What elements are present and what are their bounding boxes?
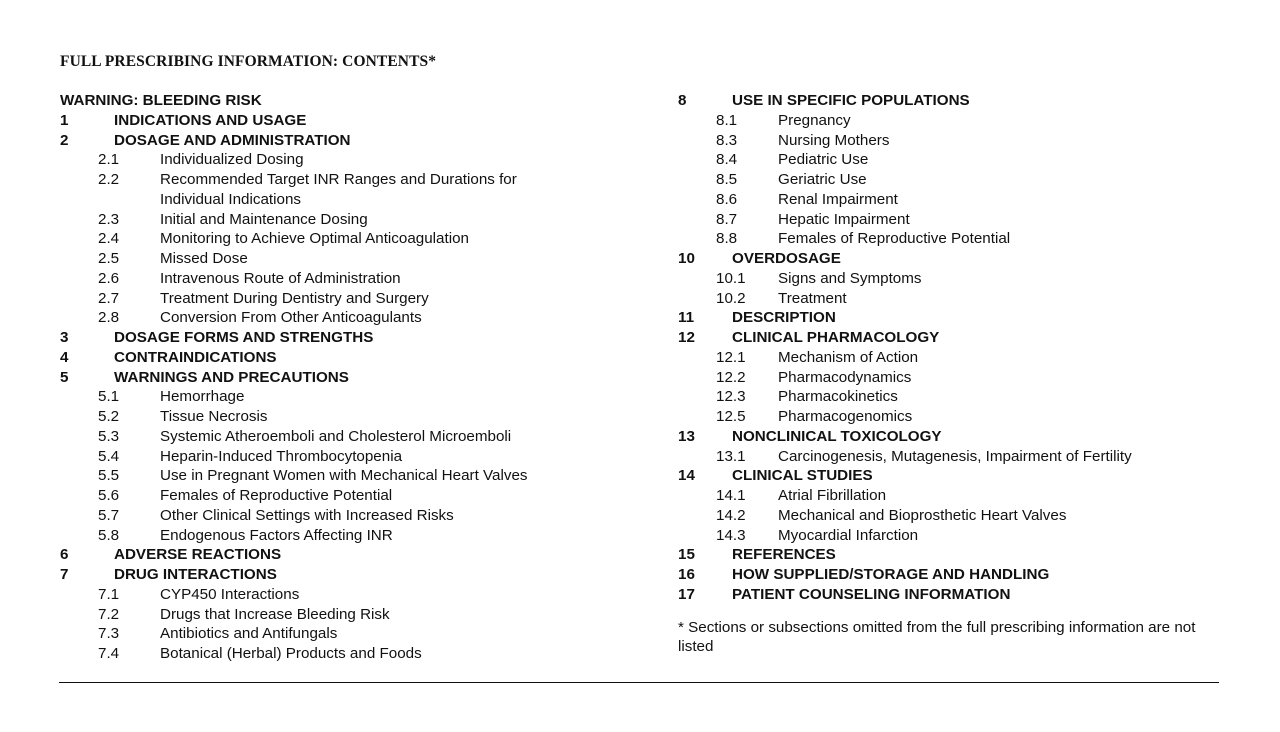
toc-section-entry xyxy=(60,565,660,585)
toc-entry-number: 5.8 xyxy=(98,526,120,544)
toc-subsection-entry xyxy=(678,526,1238,546)
toc-entry-number: 7 xyxy=(60,566,69,583)
toc-entry-title: ADVERSE REACTIONS xyxy=(114,546,282,564)
toc-entry-number: 13 xyxy=(678,427,695,445)
toc-entry-number: 6 xyxy=(60,546,69,564)
toc-entry-number: 13.1 xyxy=(716,447,746,465)
toc-entry-number: 5.7 xyxy=(98,506,120,524)
toc-entry-title: REFERENCES xyxy=(732,546,836,564)
toc-section-entry xyxy=(60,328,660,348)
toc-entry-number: 5.3 xyxy=(98,427,120,445)
toc-right-list xyxy=(678,91,1238,605)
toc-entry-title: WARNING: BLEEDING RISK xyxy=(60,92,262,109)
toc-entry-number: 8.8 xyxy=(716,230,738,248)
toc-subsection-entry xyxy=(678,407,1238,427)
toc-entry-title: OVERDOSAGE xyxy=(732,250,841,267)
toc-entry-number: 14.1 xyxy=(716,487,746,504)
toc-entry-title: DOSAGE AND ADMINISTRATION xyxy=(114,131,351,149)
toc-entry-title: CONTRAINDICATIONS xyxy=(114,348,277,366)
toc-entry-number: 14.2 xyxy=(716,506,746,524)
toc-entry-title: Pregnancy xyxy=(778,111,851,129)
toc-entry-title: Tissue Necrosis xyxy=(160,408,268,425)
toc-entry-number: 5.6 xyxy=(98,487,120,504)
toc-subsection-entry xyxy=(60,526,660,546)
toc-right-column xyxy=(678,91,1238,657)
toc-subsection-entry xyxy=(60,624,660,644)
toc-subsection-entry xyxy=(60,407,660,427)
toc-subsection-entry xyxy=(678,190,1238,210)
toc-subsection-entry xyxy=(678,111,1238,131)
toc-entry-title: Other Clinical Settings with Increased Risks xyxy=(160,506,454,524)
toc-entry-number: 10.2 xyxy=(716,289,746,307)
toc-entry-number: 3 xyxy=(60,329,69,346)
toc-section-entry xyxy=(678,308,1238,328)
toc-left-column xyxy=(60,91,660,664)
toc-entry-title: Carcinogenesis, Mutagenesis, Impairment of Fertility xyxy=(778,447,1132,465)
toc-entry-number: 17 xyxy=(678,585,695,603)
toc-entry-number: 12 xyxy=(678,329,695,346)
toc-entry-number: 2.4 xyxy=(98,230,120,248)
toc-entry-number: 12.1 xyxy=(716,348,746,366)
toc-entry-title: Antibiotics and Antifungals xyxy=(160,625,338,643)
toc-entry-title: WARNINGS AND PRECAUTIONS xyxy=(114,368,349,386)
toc-entry-number: 2.5 xyxy=(98,250,120,267)
toc-section-entry xyxy=(60,131,660,151)
toc-entry-number: 10.1 xyxy=(716,269,746,287)
toc-entry-title: Mechanism of Action xyxy=(778,348,919,366)
toc-entry-title: Monitoring to Achieve Optimal Anticoagulation xyxy=(160,230,469,248)
toc-entry-number: 2 xyxy=(60,131,69,149)
toc-entry-title: Myocardial Infarction xyxy=(778,526,919,544)
toc-entry-number: 2.7 xyxy=(98,289,120,307)
toc-entry-title: Missed Dose xyxy=(160,250,248,267)
toc-entry-title: Heparin-Induced Thrombocytopenia xyxy=(160,447,403,465)
toc-entry-number: 2.2 xyxy=(98,171,120,188)
toc-entry-title: USE IN SPECIFIC POPULATIONS xyxy=(732,92,970,109)
toc-entry-number: 10 xyxy=(678,250,695,267)
toc-subsection-entry xyxy=(60,585,660,605)
toc-entry-title: Atrial Fibrillation xyxy=(778,487,887,504)
toc-entry-number: 7.1 xyxy=(98,585,120,603)
toc-subsection-entry xyxy=(678,150,1238,170)
toc-entry-title: Intravenous Route of Administration xyxy=(160,269,401,287)
toc-subsection-entry xyxy=(678,170,1238,190)
toc-entry-title: Conversion From Other Anticoagulants xyxy=(160,309,422,327)
toc-subsection-entry xyxy=(60,170,660,210)
toc-entry-number: 8.4 xyxy=(716,151,738,169)
toc-subsection-entry xyxy=(678,368,1238,388)
toc-subsection-entry xyxy=(60,229,660,249)
toc-entry-title: Pediatric Use xyxy=(778,151,869,169)
toc-section-entry xyxy=(678,466,1238,486)
toc-subsection-entry xyxy=(60,486,660,506)
toc-entry-title: NONCLINICAL TOXICOLOGY xyxy=(732,427,942,445)
toc-entry-title: Treatment During Dentistry and Surgery xyxy=(160,289,429,307)
toc-subsection-entry xyxy=(678,486,1238,506)
toc-entry-number: 8.5 xyxy=(716,171,738,188)
toc-subsection-entry xyxy=(60,605,660,625)
toc-entry-title: Systemic Atheroemboli and Cholesterol Microemboli xyxy=(160,427,512,445)
toc-entry-number: 12.3 xyxy=(716,388,746,406)
toc-entry-number: 5.1 xyxy=(98,388,120,406)
toc-entry-title: Use in Pregnant Women with Mechanical Heart Valves xyxy=(160,467,528,485)
toc-entry-title: Signs and Symptoms xyxy=(778,269,922,287)
toc-entry-number: 7.3 xyxy=(98,625,120,643)
toc-entry-number: 5.4 xyxy=(98,447,120,465)
toc-entry-title: Initial and Maintenance Dosing xyxy=(160,210,368,228)
toc-subsection-entry xyxy=(60,644,660,664)
toc-section-entry xyxy=(60,91,660,111)
toc-entry-title: Females of Reproductive Potential xyxy=(778,230,1011,248)
toc-entry-title: Drugs that Increase Bleeding Risk xyxy=(160,605,390,623)
toc-subsection-entry xyxy=(60,289,660,309)
toc-entry-number: 1 xyxy=(60,111,69,129)
toc-entry-number: 7.4 xyxy=(98,645,120,662)
toc-subsection-entry xyxy=(678,447,1238,467)
toc-section-entry xyxy=(678,545,1238,565)
toc-entry-number: 11 xyxy=(678,309,695,327)
toc-entry-title: CLINICAL STUDIES xyxy=(732,467,873,485)
bottom-divider xyxy=(59,682,1219,683)
toc-section-entry xyxy=(678,565,1238,585)
toc-entry-title: CLINICAL PHARMACOLOGY xyxy=(732,329,940,346)
toc-entry-title: Individualized Dosing xyxy=(160,151,304,169)
toc-entry-title: Mechanical and Bioprosthetic Heart Valves xyxy=(778,506,1067,524)
toc-section-entry xyxy=(60,368,660,388)
toc-entry-number: 8.7 xyxy=(716,210,738,228)
toc-entry-title: Pharmacokinetics xyxy=(778,388,898,406)
toc-entry-title: INDICATIONS AND USAGE xyxy=(114,111,307,129)
toc-entry-title: Geriatric Use xyxy=(778,171,867,188)
toc-entry-number: 2.3 xyxy=(98,210,120,228)
toc-subsection-entry xyxy=(60,269,660,289)
toc-subsection-entry xyxy=(60,447,660,467)
page-title: FULL PRESCRIBING INFORMATION: CONTENTS* xyxy=(60,53,437,70)
toc-entry-title: Nursing Mothers xyxy=(778,131,890,149)
toc-subsection-entry xyxy=(678,210,1238,230)
toc-entry-number: 4 xyxy=(60,348,69,366)
toc-subsection-entry xyxy=(678,387,1238,407)
toc-subsection-entry xyxy=(678,229,1238,249)
toc-subsection-entry xyxy=(60,466,660,486)
toc-subsection-entry xyxy=(60,249,660,269)
toc-subsection-entry xyxy=(678,506,1238,526)
toc-entry-title: Renal Impairment xyxy=(778,190,898,208)
toc-entry-number: 14 xyxy=(678,467,695,485)
toc-entry-number: 12.2 xyxy=(716,368,746,386)
footnote: * Sections or subsections omitted from the full prescribing information are not listed xyxy=(678,618,1196,656)
toc-entry-title: Pharmacogenomics xyxy=(778,408,913,425)
toc-section-entry xyxy=(60,348,660,368)
toc-entry-number: 5.2 xyxy=(98,408,120,425)
toc-entry-number: 12.5 xyxy=(716,408,746,425)
toc-entry-number: 15 xyxy=(678,546,695,564)
toc-section-entry xyxy=(678,427,1238,447)
toc-entry-number: 16 xyxy=(678,566,695,583)
toc-subsection-entry xyxy=(60,308,660,328)
toc-entry-title: Botanical (Herbal) Products and Foods xyxy=(160,645,422,662)
toc-entry-title: Recommended Target INR Ranges and Durations for Individual Indications xyxy=(160,171,517,208)
toc-subsection-entry xyxy=(678,289,1238,309)
toc-entry-number: 5 xyxy=(60,368,69,386)
toc-subsection-entry xyxy=(60,427,660,447)
toc-section-entry xyxy=(678,91,1238,111)
toc-entry-number: 2.6 xyxy=(98,269,120,287)
toc-subsection-entry xyxy=(678,131,1238,151)
toc-entry-title: DESCRIPTION xyxy=(732,309,836,327)
toc-entry-title: HOW SUPPLIED/STORAGE AND HANDLING xyxy=(732,566,1050,583)
toc-subsection-entry xyxy=(60,506,660,526)
toc-entry-title: CYP450 Interactions xyxy=(160,585,300,603)
toc-entry-number: 14.3 xyxy=(716,526,746,544)
toc-section-entry xyxy=(60,545,660,565)
toc-section-entry xyxy=(678,249,1238,269)
toc-entry-number: 8.1 xyxy=(716,111,738,129)
toc-entry-number: 2.8 xyxy=(98,309,120,327)
toc-subsection-entry xyxy=(678,348,1238,368)
toc-entry-title: PATIENT COUNSELING INFORMATION xyxy=(732,585,1011,603)
toc-subsection-entry xyxy=(60,150,660,170)
toc-section-entry xyxy=(60,111,660,131)
toc-entry-title: Females of Reproductive Potential xyxy=(160,487,393,504)
toc-entry-title: Hepatic Impairment xyxy=(778,210,910,228)
toc-entry-title: DOSAGE FORMS AND STRENGTHS xyxy=(114,329,374,346)
toc-entry-title: Treatment xyxy=(778,289,847,307)
toc-entry-title: Hemorrhage xyxy=(160,388,245,406)
toc-subsection-entry xyxy=(60,387,660,407)
toc-section-entry xyxy=(678,585,1238,605)
toc-section-entry xyxy=(678,328,1238,348)
toc-subsection-entry xyxy=(60,210,660,230)
toc-entry-number: 8.6 xyxy=(716,190,738,208)
toc-entry-number: 7.2 xyxy=(98,605,120,623)
toc-entry-number: 8.3 xyxy=(716,131,738,149)
toc-entry-title: Pharmacodynamics xyxy=(778,368,912,386)
toc-entry-title: DRUG INTERACTIONS xyxy=(114,566,277,583)
toc-entry-number: 8 xyxy=(678,92,687,109)
toc-entry-number: 2.1 xyxy=(98,151,120,169)
toc-subsection-entry xyxy=(678,269,1238,289)
toc-entry-title: Endogenous Factors Affecting INR xyxy=(160,526,393,544)
toc-entry-number: 5.5 xyxy=(98,467,120,485)
